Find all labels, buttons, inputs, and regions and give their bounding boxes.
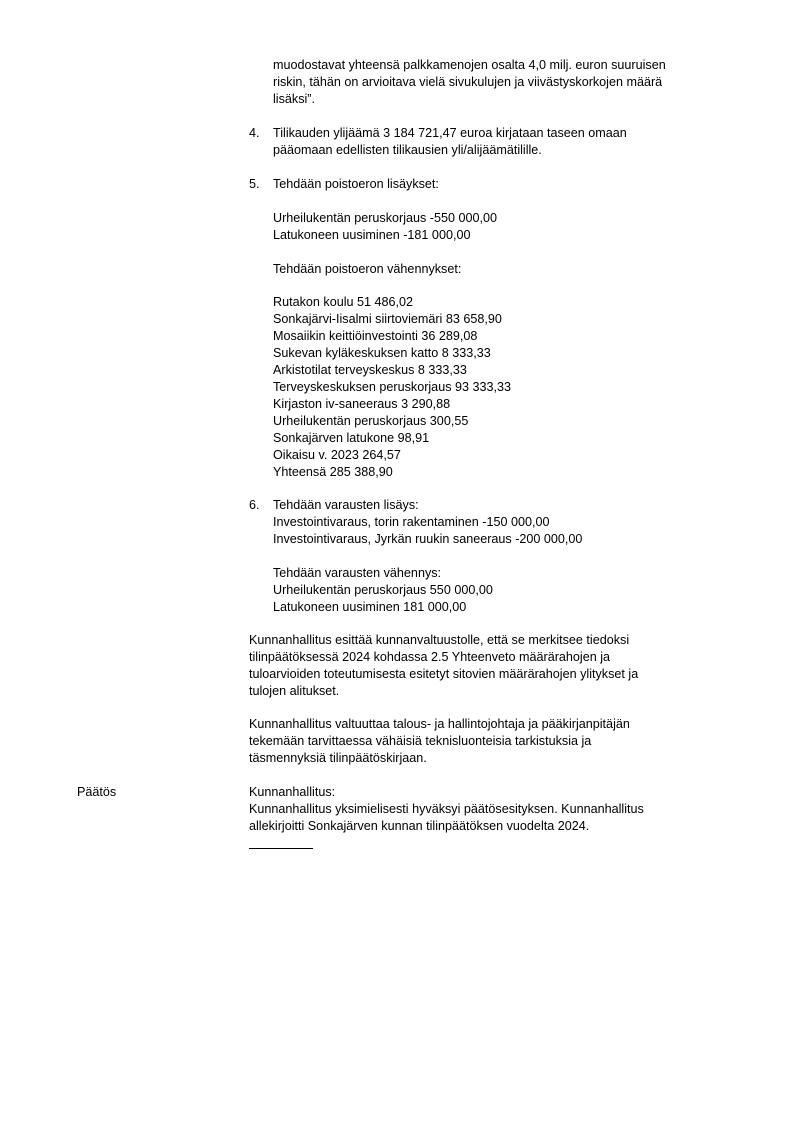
item-6-addition: Investointivaraus, Jyrkän ruukin saneeraus -200 000,00: [273, 532, 583, 546]
para-1-line: tilinpäätöksessä 2024 kohdassa 2.5 Yhteenveto määrärahojen ja: [249, 650, 611, 664]
item-5-reduction: Sukevan kyläkeskuksen katto 8 333,33: [273, 346, 491, 360]
item-6-reduction: Latukoneen uusiminen 181 000,00: [273, 600, 467, 614]
decision-line: Kunnanhallitus yksimielisesti hyväksyi päätösesityksen. Kunnanhallitus: [249, 802, 644, 816]
item-4-line-2: pääomaan edellisten tilikausien yli/alijäämätilille.: [273, 143, 542, 157]
item-5-reduction: Mosaiikin keittiöinvestointi 36 289,08: [273, 329, 478, 343]
intro-line-2: riskin, tähän on arvioitava vielä sivukulujen ja viivästyskorkojen määrä: [273, 75, 663, 89]
item-5-number: 5.: [249, 177, 260, 191]
item-5-reduction: Kirjaston iv-saneeraus 3 290,88: [273, 397, 451, 411]
signature-rule: [249, 848, 313, 849]
item-6-number: 6.: [249, 498, 260, 512]
decision-line: allekirjoitti Sonkajärven kunnan tilinpäätöksen vuodelta 2024.: [249, 819, 590, 833]
intro-line-1: muodostavat yhteensä palkkamenojen osalta 4,0 milj. euron suuruisen: [273, 58, 666, 72]
para-2-line: Kunnanhallitus valtuuttaa talous- ja hallintojohtaja ja pääkirjanpitäjän: [249, 717, 630, 731]
item-5-addition: Urheilukentän peruskorjaus -550 000,00: [273, 211, 498, 225]
item-5-reduction: Oikaisu v. 2023 264,57: [273, 448, 401, 462]
item-5-reduction: Arkistotilat terveyskeskus 8 333,33: [273, 363, 467, 377]
item-5-reduction: Rutakon koulu 51 486,02: [273, 295, 414, 309]
decision-label: Päätös: [77, 785, 117, 799]
item-5-reduction: Sonkajärven latukone 98,91: [273, 431, 430, 445]
para-1-line: Kunnanhallitus esittää kunnanvaltuustolle, että se merkitsee tiedoksi: [249, 633, 630, 647]
para-1-line: tuloarvioiden toteutumisesta esitetyt sitovien määrärahojen ylitykset ja: [249, 667, 639, 681]
item-5-reduction: Terveyskeskuksen peruskorjaus 93 333,33: [273, 380, 512, 394]
item-6-reduction: Urheilukentän peruskorjaus 550 000,00: [273, 583, 493, 597]
item-6-reductions-heading: Tehdään varausten vähennys:: [273, 566, 442, 580]
item-5-reduction: Sonkajärvi-Iisalmi siirtoviemäri 83 658,90: [273, 312, 502, 326]
decision-heading: Kunnanhallitus:: [249, 785, 336, 799]
item-6-heading: Tehdään varausten lisäys:: [273, 498, 419, 512]
item-5-reductions-heading: Tehdään poistoeron vähennykset:: [273, 262, 462, 276]
item-4-number: 4.: [249, 126, 260, 140]
item-4-line-1: Tilikauden ylijäämä 3 184 721,47 euroa kirjataan taseen omaan: [273, 126, 627, 140]
para-2-line: tekemään tarvittaessa vähäisiä teknisluonteisia tarkistuksia ja: [249, 734, 592, 748]
para-2-line: täsmennyksiä tilinpäätöskirjaan.: [249, 751, 427, 765]
item-5-total: Yhteensä 285 388,90: [273, 465, 393, 479]
item-5-heading: Tehdään poistoeron lisäykset:: [273, 177, 439, 191]
para-1-line: tulojen alitukset.: [249, 684, 340, 698]
item-5-addition: Latukoneen uusiminen -181 000,00: [273, 228, 471, 242]
item-6-addition: Investointivaraus, torin rakentaminen -150 000,00: [273, 515, 550, 529]
intro-line-3: lisäksi”.: [273, 92, 315, 106]
item-5-reduction: Urheilukentän peruskorjaus 300,55: [273, 414, 469, 428]
